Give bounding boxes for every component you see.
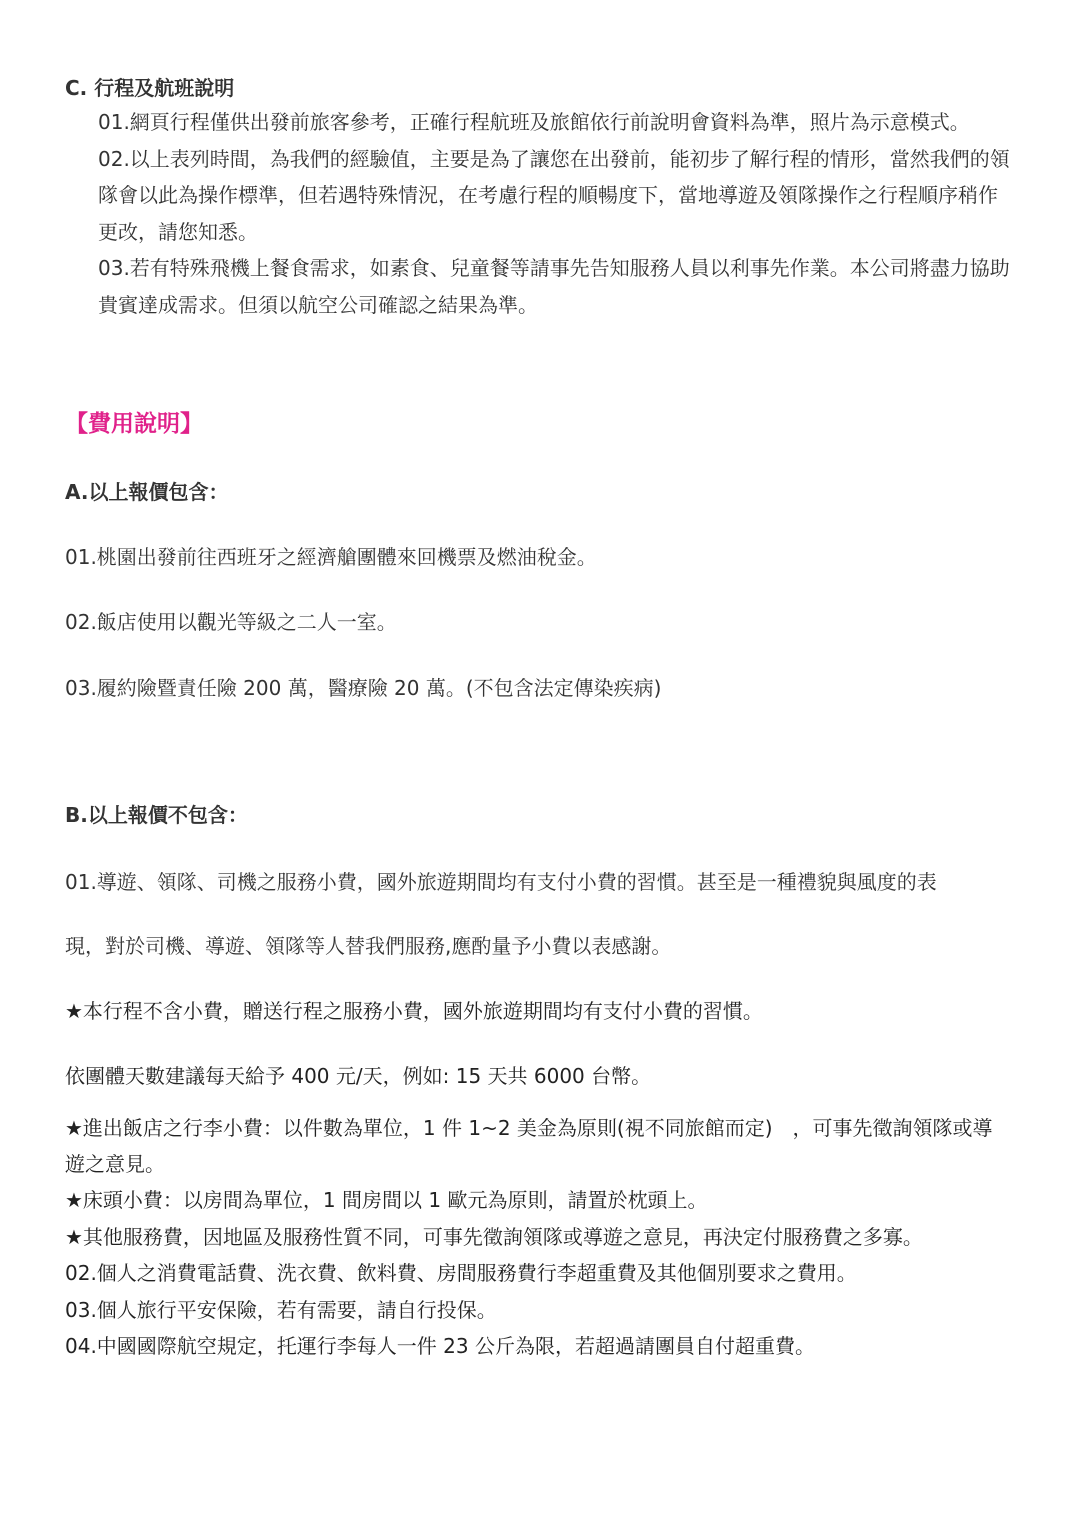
section-c-title: C. 行程及航班說明 (65, 76, 235, 100)
excluded-item-3: 03.個人旅行平安保險，若有需要，請自行投保。 (65, 1297, 497, 1322)
excluded-title: B.以上報價不包含： (65, 803, 248, 827)
excluded-list (65, 1182, 1015, 1365)
bedside-tip: ★床頭小費：以房間為單位，1 間房間以 1 歐元為原則，請置於枕頭上。 (65, 1188, 708, 1212)
included-item-2: 02.飯店使用以觀光等級之二人一室。 (65, 610, 397, 634)
fee-section-heading: 【費用說明】 (65, 411, 203, 437)
tip-rule: 依團體天數建議每天給予 400 元/天，例如: 15 天共 6000 台幣。 (65, 1064, 652, 1088)
luggage-tip-text: ★進出飯店之行李小費：以件數為單位，1 件 1~2 美金為原則(視不同旅館而定) ，可事先徵詢領隊或導遊之意見。 (65, 1116, 993, 1176)
section-c-item-2: 02.以上表列時間，為我們的經驗值，主要是為了讓您在出發前，能初步了解行程的情形，當然我們的領隊會以此為操作標準，但若遇特殊情況，在考慮行程的順暢度下，當地導遊及領隊操作之行程順序稍作更改，請您知悉。 (98, 146, 1010, 244)
luggage-tip (65, 1110, 1010, 1182)
section-c-items (98, 104, 1013, 323)
excluded-item-1-line-2: 現，對於司機、導遊、領隊等人替我們服務,應酌量予小費以表感謝。 (65, 934, 672, 958)
excluded-item-1-line-1: 01.導遊、領隊、司機之服務小費，國外旅遊期間均有支付小費的習慣。甚至是一種禮貌與風度的表 (65, 870, 937, 894)
tip-note: ★本行程不含小費，贈送行程之服務小費，國外旅遊期間均有支付小費的習慣。 (65, 999, 763, 1023)
section-c-item-1: 01.網頁行程僅供出發前旅客參考，正確行程航班及旅館依行前說明會資料為準，照片為示意模式。 (98, 110, 970, 134)
included-item-3: 03.履約險暨責任險 200 萬，醫療險 20 萬。(不包含法定傳染疾病) (65, 676, 662, 700)
excluded-item-2: 02.個人之消費電話費、洗衣費、飲料費、房間服務費行李超重費及其他個別要求之費用。 (65, 1261, 857, 1285)
included-title: A.以上報價包含： (65, 480, 229, 504)
other-service-fee: ★其他服務費，因地區及服務性質不同，可事先徵詢領隊或導遊之意見，再決定付服務費之多寡。 (65, 1224, 923, 1249)
excluded-item-4: 04.中國國際航空規定，托運行李每人一件 23 公斤為限，若超過請團員自付超重費。 (65, 1334, 815, 1358)
section-c-item-3: 03.若有特殊飛機上餐食需求，如素食、兒童餐等請事先告知服務人員以利事先作業。本公司將盡力協助貴賓達成需求。但須以航空公司確認之結果為準。 (98, 256, 1010, 317)
included-item-1: 01.桃園出發前往西班牙之經濟艙團體來回機票及燃油稅金。 (65, 545, 597, 569)
